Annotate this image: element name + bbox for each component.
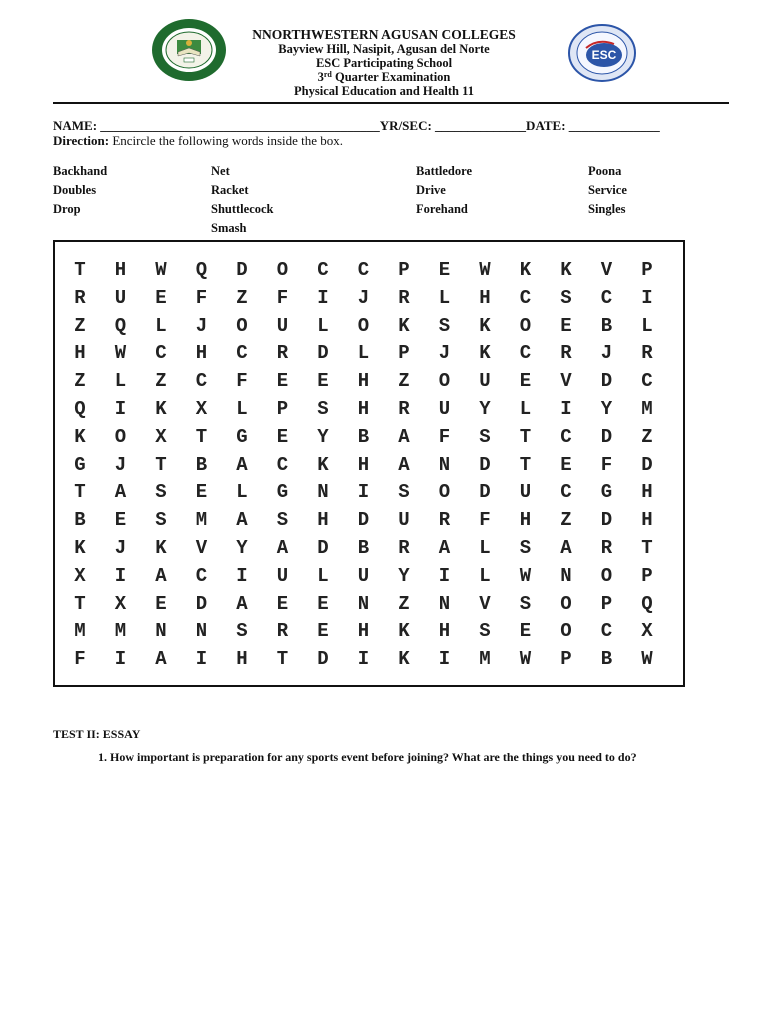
grid-letter[interactable]: A xyxy=(114,481,127,504)
grid-letter[interactable]: L xyxy=(438,286,451,309)
grid-letter[interactable]: T xyxy=(74,592,86,615)
grid-letter[interactable]: R xyxy=(276,342,289,365)
esc-logo-label: ESC xyxy=(591,48,617,62)
grid-letter[interactable]: I xyxy=(114,648,127,671)
grid-letter[interactable]: N xyxy=(357,592,370,615)
grid-letter[interactable]: K xyxy=(479,314,491,337)
grid-letter[interactable]: S xyxy=(479,425,491,448)
grid-letter[interactable]: F xyxy=(438,425,451,448)
grid-letter[interactable]: K xyxy=(560,259,572,281)
grid-letter[interactable]: L xyxy=(236,398,248,420)
grid-letter[interactable]: P xyxy=(276,398,289,420)
grid-letter[interactable]: E xyxy=(276,425,289,448)
grid-letter[interactable]: C xyxy=(357,259,370,281)
grid-letter[interactable]: U xyxy=(114,286,127,309)
grid-letter[interactable]: R xyxy=(398,398,410,420)
grid-letter[interactable]: D xyxy=(317,648,329,671)
grid-letter[interactable]: Z xyxy=(398,370,410,393)
word-list-item: Drop xyxy=(53,202,81,216)
grid-letter[interactable]: E xyxy=(155,592,167,615)
grid-letter[interactable]: W xyxy=(519,648,532,671)
grid-letter[interactable]: O xyxy=(276,259,289,281)
grid-letter[interactable]: B xyxy=(74,509,86,532)
grid-letter[interactable]: K xyxy=(398,314,410,337)
grid-letter[interactable]: M xyxy=(479,648,491,671)
grid-letter[interactable]: O xyxy=(236,314,248,337)
grid-letter[interactable]: I xyxy=(317,286,329,309)
grid-letter[interactable]: I xyxy=(236,564,248,587)
grid-letter[interactable]: N xyxy=(317,481,329,504)
grid-letter[interactable]: D xyxy=(600,370,613,393)
grid-letter[interactable]: D xyxy=(641,453,653,476)
grid-letter[interactable]: X xyxy=(155,425,167,448)
grid-letter[interactable]: U xyxy=(479,370,491,393)
grid-letter[interactable]: S xyxy=(519,592,532,615)
grid-letter[interactable]: U xyxy=(276,564,289,587)
grid-letter[interactable]: Q xyxy=(114,314,127,337)
header-divider xyxy=(53,102,729,104)
grid-letter[interactable]: I xyxy=(195,648,208,671)
grid-letter[interactable]: E xyxy=(519,370,532,393)
grid-letter[interactable]: U xyxy=(519,481,532,504)
grid-letter[interactable]: A xyxy=(398,425,410,448)
grid-letter[interactable]: I xyxy=(357,481,370,504)
grid-letter[interactable]: L xyxy=(317,564,329,587)
grid-letter[interactable]: H xyxy=(438,620,451,643)
quarter-suffix: rd xyxy=(323,70,332,79)
grid-letter[interactable]: J xyxy=(114,537,127,559)
grid-letter[interactable]: P xyxy=(398,259,410,281)
grid-letter[interactable]: A xyxy=(236,592,248,615)
grid-letter[interactable]: T xyxy=(641,537,653,559)
grid-letter[interactable]: F xyxy=(600,453,613,476)
grid-letter[interactable]: K xyxy=(155,398,167,420)
grid-letter[interactable]: H xyxy=(317,509,329,532)
grid-letter[interactable]: K xyxy=(74,537,86,559)
grid-letter[interactable]: W xyxy=(155,259,167,281)
grid-letter[interactable]: C xyxy=(236,342,248,365)
grid-letter[interactable]: P xyxy=(641,259,653,281)
grid-letter[interactable]: E xyxy=(560,314,572,337)
grid-letter[interactable]: F xyxy=(195,286,208,309)
school-name: NNORTHWESTERN AGUSAN COLLEGES xyxy=(252,27,516,42)
grid-letter[interactable]: T xyxy=(519,453,532,476)
grid-letter[interactable]: D xyxy=(600,425,613,448)
word-list-item: Shuttlecock xyxy=(211,202,274,216)
grid-letter[interactable]: C xyxy=(317,259,329,281)
school-address: Bayview Hill, Nasipit, Agusan del Norte xyxy=(278,42,490,56)
grid-letter[interactable]: Z xyxy=(236,286,248,309)
grid-letter[interactable]: Y xyxy=(317,425,329,448)
grid-letter[interactable]: C xyxy=(519,286,532,309)
grid-letter[interactable]: D xyxy=(357,509,370,532)
grid-letter[interactable]: J xyxy=(600,342,613,365)
grid-letter[interactable]: D xyxy=(317,342,329,365)
grid-letter[interactable]: K xyxy=(317,453,329,476)
grid-letter[interactable]: J xyxy=(357,286,370,309)
word-list-item: Drive xyxy=(416,183,446,197)
grid-letter[interactable]: A xyxy=(560,537,572,559)
grid-letter[interactable]: D xyxy=(195,592,208,615)
word-list-item: Battledore xyxy=(416,164,473,178)
grid-letter[interactable]: H xyxy=(195,342,208,365)
grid-letter[interactable]: N xyxy=(155,620,167,643)
grid-letter[interactable]: S xyxy=(560,286,572,309)
grid-letter[interactable]: Q xyxy=(74,398,86,420)
grid-letter[interactable]: B xyxy=(195,453,208,476)
grid-letter[interactable]: L xyxy=(114,370,127,393)
grid-letter[interactable]: S xyxy=(317,398,329,420)
grid-letter[interactable]: G xyxy=(600,481,613,504)
grid-letter[interactable]: D xyxy=(600,509,613,532)
grid-letter[interactable]: Q xyxy=(641,592,653,615)
grid-letter[interactable]: V xyxy=(600,259,613,281)
grid-letter[interactable]: V xyxy=(479,592,491,615)
grid-letter[interactable]: Y xyxy=(398,564,410,587)
grid-letter[interactable]: K xyxy=(519,259,532,281)
grid-letter[interactable]: L xyxy=(479,537,491,559)
grid-letter[interactable]: N xyxy=(438,453,451,476)
grid-letter[interactable]: I xyxy=(641,286,653,309)
grid-letter[interactable]: S xyxy=(479,620,491,643)
grid-letter[interactable]: E xyxy=(195,481,208,504)
grid-letter[interactable]: G xyxy=(276,481,289,504)
grid-letter[interactable]: Z xyxy=(641,425,653,448)
grid-letter[interactable]: H xyxy=(641,509,653,532)
grid-letter[interactable]: Z xyxy=(398,592,410,615)
grid-letter[interactable]: H xyxy=(357,453,370,476)
grid-letter[interactable]: E xyxy=(519,620,532,643)
grid-letter[interactable]: I xyxy=(114,398,127,420)
grid-letter[interactable]: E xyxy=(276,592,289,615)
grid-letter[interactable]: W xyxy=(641,648,653,671)
grid-letter[interactable]: H xyxy=(479,286,491,309)
word-list-item: Net xyxy=(211,164,230,178)
grid-letter[interactable]: R xyxy=(74,286,86,309)
grid-letter[interactable]: I xyxy=(357,648,370,671)
grid-letter[interactable]: X xyxy=(195,398,208,420)
grid-letter[interactable]: C xyxy=(560,425,572,448)
grid-letter[interactable]: E xyxy=(317,370,329,393)
grid-letter[interactable]: L xyxy=(317,314,329,337)
grid-letter[interactable]: S xyxy=(155,509,167,532)
essay-question-1: 1. How important is preparation for any sports event before joining? What are the things you need to do? xyxy=(98,750,637,764)
grid-letter[interactable]: M xyxy=(641,398,653,420)
grid-letter[interactable]: E xyxy=(276,370,289,393)
grid-letter[interactable]: U xyxy=(357,564,370,587)
grid-letter[interactable]: Y xyxy=(600,398,613,420)
grid-letter[interactable]: K xyxy=(398,648,410,671)
grid-letter[interactable]: S xyxy=(236,620,248,643)
grid-letter[interactable]: X xyxy=(114,592,127,615)
grid-letter[interactable]: B xyxy=(357,425,370,448)
grid-letter[interactable]: S xyxy=(276,509,289,532)
grid-letter[interactable]: U xyxy=(398,509,410,532)
word-list-item: Smash xyxy=(211,221,247,235)
word-list-item: Backhand xyxy=(53,164,108,178)
direction-label: Direction: xyxy=(53,133,110,148)
grid-letter[interactable]: Y xyxy=(236,537,248,559)
grid-letter[interactable]: A xyxy=(236,509,248,532)
grid-letter[interactable]: K xyxy=(479,342,491,365)
grid-letter[interactable]: F xyxy=(276,286,289,309)
grid-letter[interactable]: X xyxy=(641,620,653,643)
grid-letter[interactable]: T xyxy=(195,425,208,448)
grid-letter[interactable]: W xyxy=(479,259,491,281)
grid-letter[interactable]: B xyxy=(600,648,613,671)
grid-letter[interactable]: N xyxy=(560,564,572,587)
grid-letter[interactable]: R xyxy=(398,537,410,559)
grid-letter[interactable]: L xyxy=(155,314,167,337)
name-yrsec-date-line: NAME: ___________________________________________YR/SEC: ______________DATE: ______________ xyxy=(53,118,660,133)
grid-letter[interactable]: O xyxy=(600,564,613,587)
word-list-item: Racket xyxy=(211,183,249,197)
grid-letter[interactable]: I xyxy=(560,398,572,420)
grid-letter[interactable]: F xyxy=(74,648,86,671)
grid-letter[interactable]: W xyxy=(519,564,532,587)
grid-letter[interactable]: R xyxy=(600,537,613,559)
grid-letter[interactable]: A xyxy=(155,564,167,587)
grid-letter[interactable]: D xyxy=(317,537,329,559)
grid-letter[interactable]: A xyxy=(438,537,451,559)
grid-letter[interactable]: T xyxy=(155,453,167,476)
grid-letter[interactable]: Y xyxy=(479,398,491,420)
grid-letter[interactable]: L xyxy=(357,342,370,365)
word-search-grid xyxy=(53,240,685,687)
grid-letter[interactable]: O xyxy=(438,481,451,504)
subject-title: Physical Education and Health 11 xyxy=(294,84,474,98)
grid-letter[interactable]: M xyxy=(195,509,208,532)
grid-letter[interactable]: B xyxy=(600,314,613,337)
grid-letter[interactable]: O xyxy=(357,314,370,337)
grid-letter[interactable]: K xyxy=(398,620,410,643)
grid-letter[interactable]: A xyxy=(276,537,289,559)
exam-title xyxy=(0,70,768,84)
word-list-item: Singles xyxy=(588,202,626,216)
grid-letter[interactable]: N xyxy=(195,620,208,643)
grid-letter[interactable]: S xyxy=(155,481,167,504)
grid-letter[interactable]: I xyxy=(438,564,451,587)
grid-letter[interactable]: R xyxy=(398,286,410,309)
grid-letter[interactable]: C xyxy=(600,620,613,643)
grid-letter[interactable]: P xyxy=(560,648,572,671)
grid-letter[interactable]: I xyxy=(114,564,127,587)
grid-letter[interactable]: H xyxy=(114,259,127,281)
grid-letter[interactable]: V xyxy=(195,537,208,559)
direction-line xyxy=(53,133,343,149)
document-header xyxy=(0,28,768,98)
grid-letter[interactable]: Z xyxy=(74,370,86,393)
grid-letter[interactable]: L xyxy=(479,564,491,587)
grid-letter[interactable]: O xyxy=(114,425,127,448)
grid-letter[interactable]: U xyxy=(276,314,289,337)
grid-letter[interactable]: V xyxy=(560,370,572,393)
grid-letter[interactable]: Z xyxy=(155,370,167,393)
grid-letter[interactable]: K xyxy=(155,537,167,559)
grid-letter[interactable]: Z xyxy=(560,509,572,532)
word-list-item: Poona xyxy=(588,164,622,178)
grid-letter[interactable]: S xyxy=(438,314,451,337)
grid-letter[interactable]: R xyxy=(560,342,572,365)
grid-letter[interactable]: Q xyxy=(195,259,208,281)
grid-letter[interactable]: C xyxy=(195,564,208,587)
grid-letter[interactable]: Z xyxy=(74,314,86,337)
grid-letter[interactable]: G xyxy=(74,453,86,476)
grid-letter[interactable]: H xyxy=(357,370,370,393)
grid-letter[interactable]: M xyxy=(74,620,86,643)
grid-letter[interactable]: J xyxy=(438,342,451,365)
word-list-item: Doubles xyxy=(53,183,97,197)
grid-letter[interactable]: O xyxy=(519,314,532,337)
grid-letter[interactable]: I xyxy=(438,648,451,671)
test2-title: TEST II: ESSAY xyxy=(53,727,141,741)
quarter-number: 3 xyxy=(317,70,324,84)
grid-letter[interactable]: R xyxy=(276,620,289,643)
grid-letter[interactable]: L xyxy=(641,314,653,337)
grid-letter[interactable]: R xyxy=(641,342,653,365)
grid-letter[interactable]: D xyxy=(236,259,248,281)
grid-letter[interactable]: D xyxy=(479,453,491,476)
grid-letter[interactable]: D xyxy=(479,481,491,504)
grid-letter[interactable]: T xyxy=(276,648,289,671)
grid-letter[interactable]: J xyxy=(195,314,208,337)
grid-letter[interactable]: T xyxy=(74,259,86,281)
grid-letter[interactable]: O xyxy=(560,620,572,643)
word-list-item: Forehand xyxy=(416,202,468,216)
grid-letter[interactable]: E xyxy=(114,509,127,532)
grid-letter[interactable]: R xyxy=(438,509,451,532)
grid-letter[interactable]: C xyxy=(276,453,289,476)
grid-letter[interactable]: C xyxy=(641,370,653,393)
grid-letter[interactable]: E xyxy=(438,259,451,281)
grid-letter[interactable]: E xyxy=(560,453,572,476)
grid-letter[interactable]: N xyxy=(438,592,451,615)
grid-letter[interactable]: W xyxy=(114,342,127,365)
word-list-item: Service xyxy=(588,183,627,197)
grid-letter[interactable]: U xyxy=(438,398,451,420)
grid-letter[interactable]: F xyxy=(479,509,491,532)
grid-letter[interactable]: H xyxy=(519,509,532,532)
grid-letter[interactable]: J xyxy=(114,453,127,476)
grid-letter[interactable]: M xyxy=(114,620,127,643)
quarter-text: Quarter Examination xyxy=(331,70,451,84)
grid-letter[interactable]: H xyxy=(74,342,86,365)
grid-letter[interactable]: C xyxy=(155,342,167,365)
grid-letter[interactable]: L xyxy=(519,398,532,420)
grid-letter[interactable]: C xyxy=(600,286,613,309)
grid-letter[interactable]: C xyxy=(560,481,572,504)
grid-letter[interactable]: F xyxy=(236,370,248,393)
grid-letter[interactable]: P xyxy=(641,564,653,587)
participating-school: ESC Participating School xyxy=(315,56,453,70)
grid-letter[interactable]: P xyxy=(398,342,410,365)
grid-letter[interactable]: H xyxy=(357,398,370,420)
grid-letter[interactable]: C xyxy=(519,342,532,365)
grid-letter[interactable]: E xyxy=(317,620,329,643)
grid-letter[interactable]: A xyxy=(398,453,410,476)
grid-letter[interactable]: S xyxy=(519,537,532,559)
grid-letter[interactable]: K xyxy=(74,425,86,448)
direction-text: Encircle the following words inside the box. xyxy=(109,133,344,148)
grid-letter[interactable]: E xyxy=(317,592,329,615)
grid-letter[interactable]: G xyxy=(236,425,248,448)
grid-letter[interactable]: H xyxy=(236,648,248,671)
grid-letter[interactable]: O xyxy=(560,592,572,615)
grid-letter[interactable]: T xyxy=(519,425,532,448)
grid-letter[interactable]: A xyxy=(236,453,248,476)
grid-letter[interactable]: O xyxy=(438,370,451,393)
grid-letter[interactable]: C xyxy=(195,370,208,393)
grid-letter[interactable]: S xyxy=(398,481,410,504)
grid-letter[interactable]: P xyxy=(600,592,613,615)
grid-letter[interactable]: L xyxy=(236,481,248,504)
grid-letter[interactable]: H xyxy=(641,481,653,504)
grid-letter[interactable]: A xyxy=(155,648,167,671)
grid-letter[interactable]: E xyxy=(155,286,167,309)
grid-letter[interactable]: T xyxy=(74,481,86,504)
grid-letter[interactable]: X xyxy=(74,564,86,587)
grid-letter[interactable]: B xyxy=(357,537,370,559)
grid-letter[interactable]: H xyxy=(357,620,370,643)
